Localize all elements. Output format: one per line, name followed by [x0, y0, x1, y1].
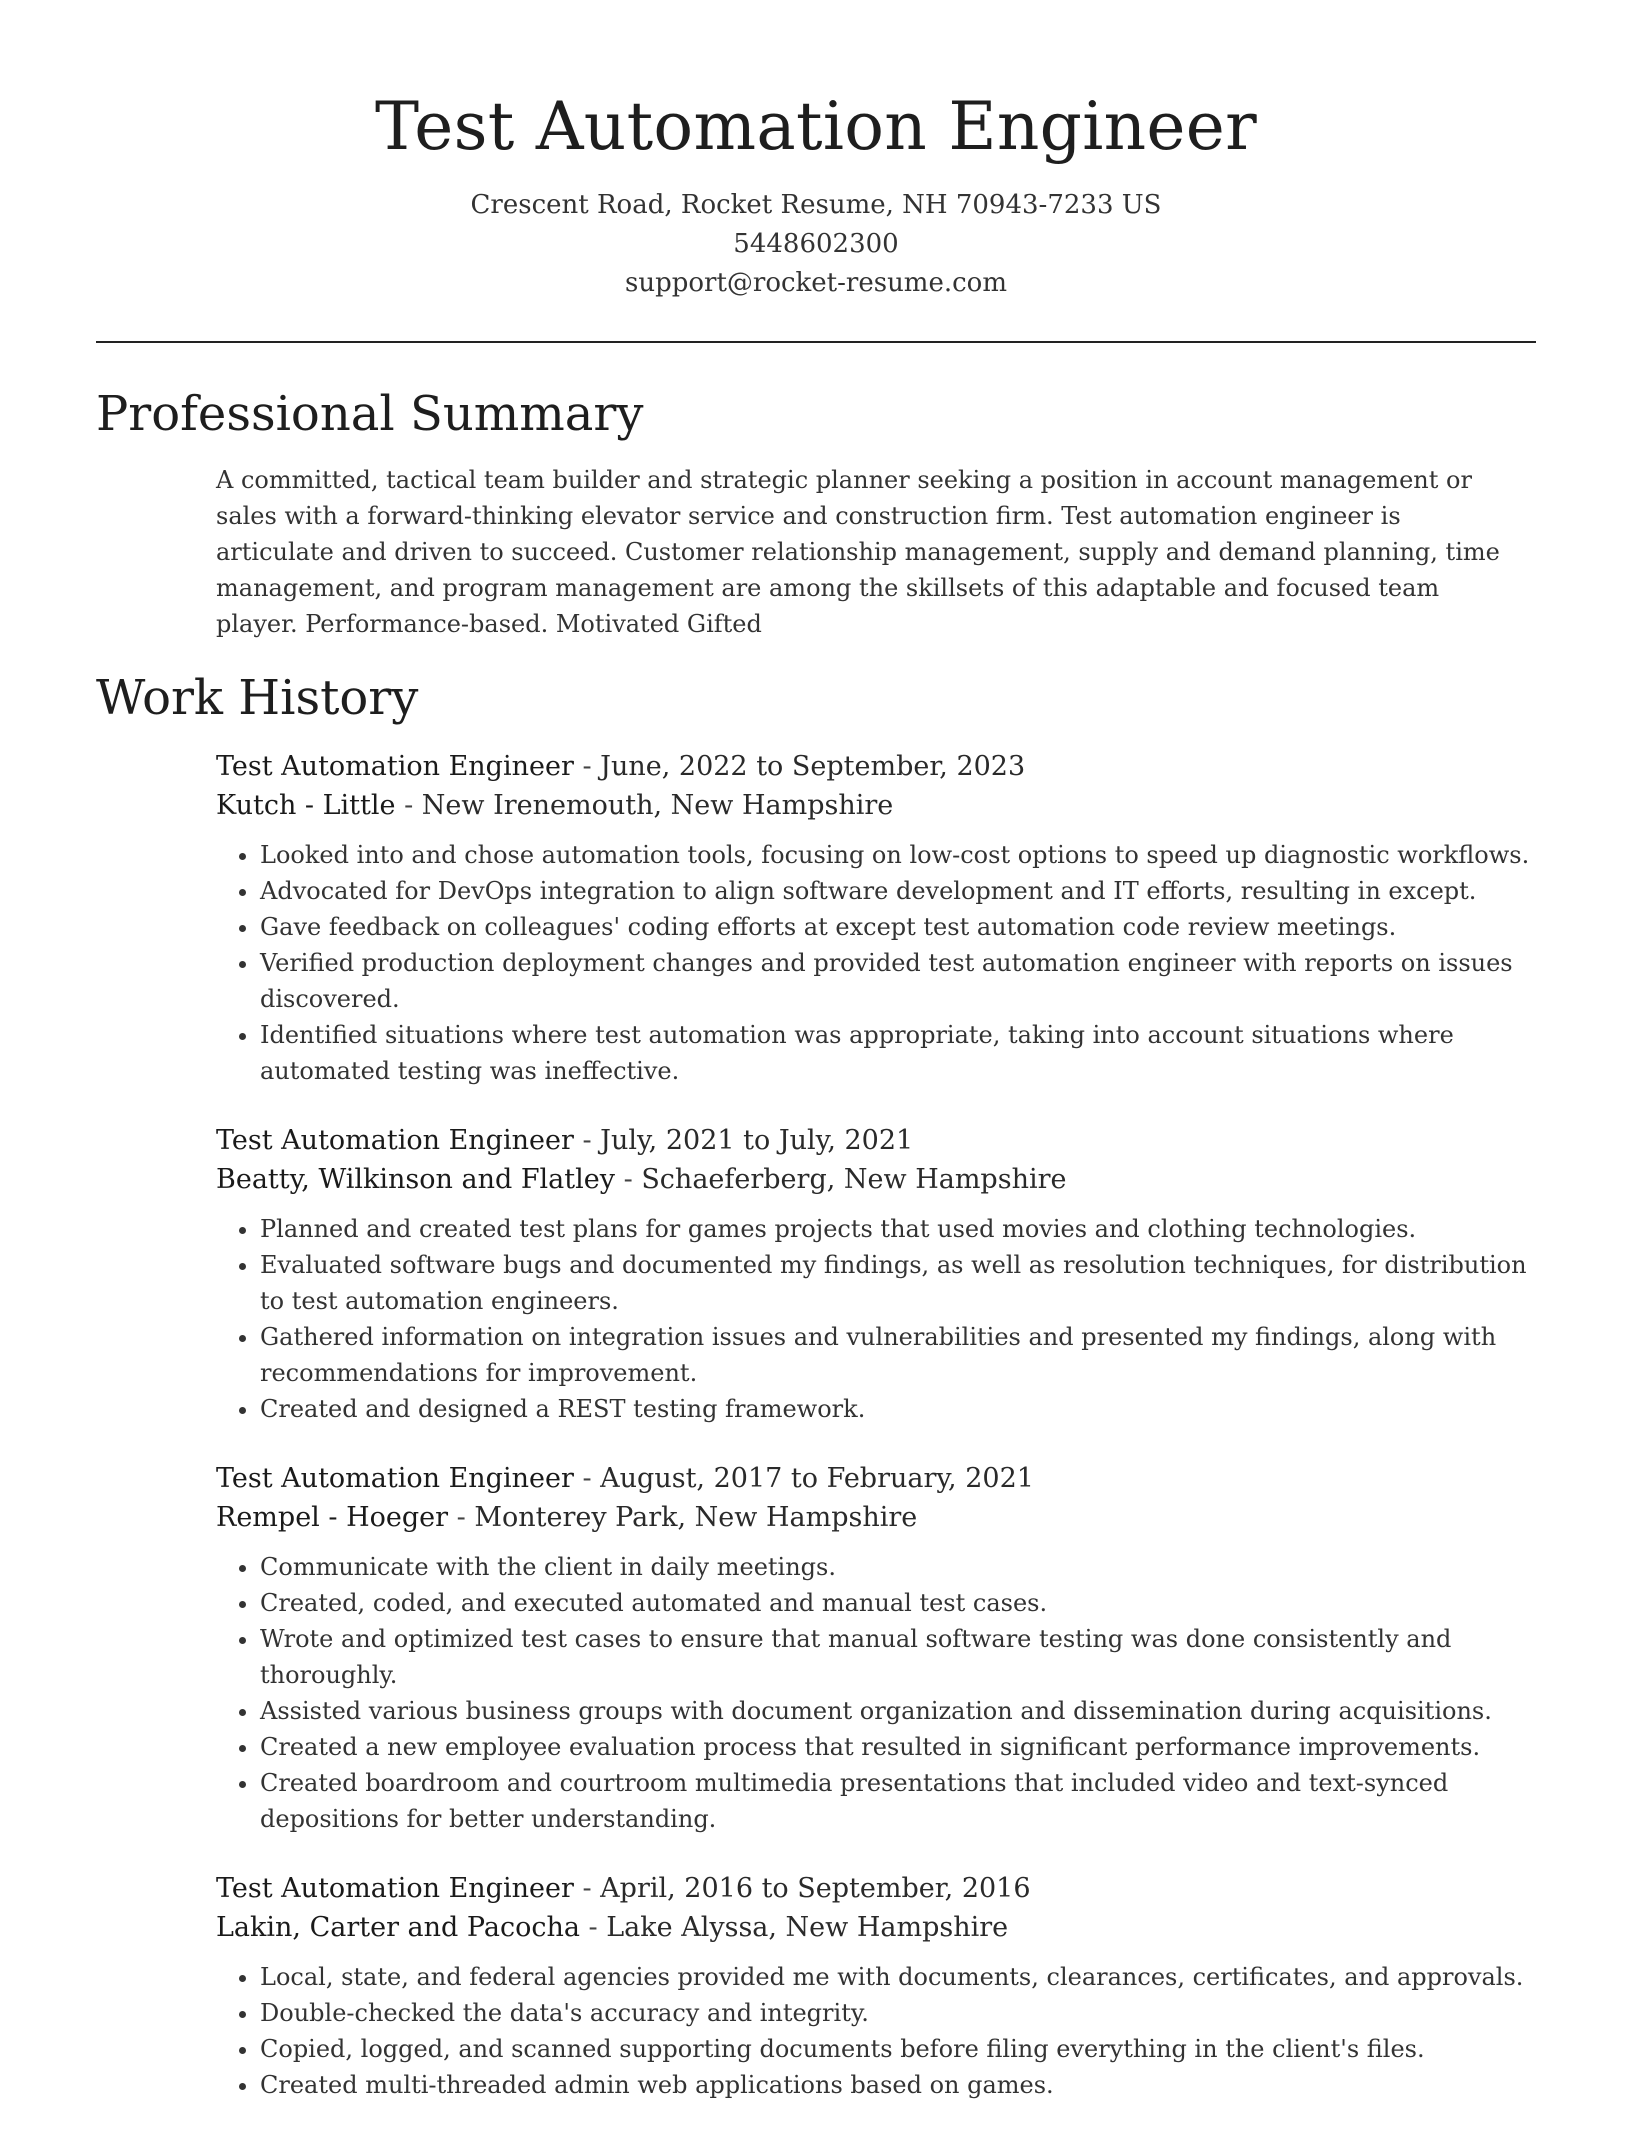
professional-summary-heading: Professional Summary [96, 386, 644, 442]
job-bullets [216, 837, 1536, 1089]
job-company: Beatty, Wilkinson and Flatley [216, 1164, 616, 1195]
job-title: Test Automation Engineer [216, 1463, 574, 1494]
job-bullet: • Created multi-threaded admin web applications based on games. [260, 2067, 1536, 2103]
job-title-line [216, 747, 1536, 786]
job-location: Lake Alyssa, New Hampshire [606, 1912, 1009, 1943]
work-history-list [216, 747, 1536, 2135]
job-location: Schaeferberg, New Hampshire [641, 1164, 1067, 1195]
separator: - [573, 1125, 601, 1156]
job-bullet: • Created a new employee evaluation process that resulted in significant performance improvements. [260, 1729, 1536, 1765]
phone-text: 5448602300 [733, 229, 899, 259]
job-bullets [216, 1211, 1536, 1427]
separator: - [395, 790, 422, 821]
job-dates: April, 2016 to September, 2016 [600, 1873, 1031, 1904]
job-bullet: • Communicate with the client in daily meetings. [260, 1549, 1536, 1585]
job-dates: July, 2021 to July, 2021 [600, 1125, 914, 1156]
job-company: Lakin, Carter and Pacocha [216, 1912, 580, 1943]
resume-header [96, 82, 1536, 303]
job-company-line [216, 1908, 1536, 1947]
job-title-line [216, 1459, 1536, 1498]
job-bullet: • Double-checked the data's accuracy and integrity. [260, 1995, 1536, 2031]
job-dates: June, 2022 to September, 2023 [600, 751, 1026, 782]
job-company: Kutch - Little [216, 790, 396, 821]
job-location: Monterey Park, New Hampshire [474, 1502, 918, 1533]
job-bullet: • Local, state, and federal agencies provided me with documents, clearances, certificates, and approvals. [260, 1959, 1536, 1995]
job-location: New Irenemouth, New Hampshire [421, 790, 894, 821]
candidate-name: Test Automation Engineer [375, 88, 1257, 165]
job-entry [216, 1121, 1536, 1427]
job-entry [216, 747, 1536, 1089]
job-bullet: • Gathered information on integration issues and vulnerabilities and presented my findings, along with recommendations for improvement. [260, 1319, 1536, 1391]
address-text: Crescent Road, Rocket Resume, NH 70943-7233 US [470, 190, 1162, 220]
job-bullet: • Advocated for DevOps integration to align software development and IT efforts, resulting in except. [260, 873, 1536, 909]
job-company-line [216, 1498, 1536, 1537]
contact-info [96, 186, 1536, 303]
job-dates: August, 2017 to February, 2021 [600, 1463, 1034, 1494]
job-bullet: • Copied, logged, and scanned supporting documents before filing everything in the client's files. [260, 2031, 1536, 2067]
job-title: Test Automation Engineer [216, 751, 574, 782]
separator: - [573, 751, 601, 782]
job-title-line [216, 1121, 1536, 1160]
job-title: Test Automation Engineer [216, 1873, 574, 1904]
job-title-line [216, 1869, 1536, 1908]
email-text: support@rocket-resume.com [624, 268, 1007, 298]
job-bullet: • Evaluated software bugs and documented my findings, as well as resolution techniques, for distribution to test automation engineers. [260, 1247, 1536, 1319]
job-bullet: • Identified situations where test automation was appropriate, taking into account situations where automated testing was ineffective. [260, 1017, 1536, 1089]
separator: - [448, 1502, 475, 1533]
job-company: Rempel - Hoeger [216, 1502, 449, 1533]
job-bullets [216, 1549, 1536, 1837]
separator: - [573, 1463, 601, 1494]
professional-summary-text: A committed, tactical team builder and strategic planner seeking a position in account management or sales with a forward-thinking elevator service and construction firm. Test automation engineer is articulate and driven to succeed. Customer relationship management, supply and demand planning, time management, and program management are among the skillsets of this adaptable and focused team player. Performance-based. Motivated Gifted [216, 466, 1500, 638]
job-title: Test Automation Engineer [216, 1125, 574, 1156]
job-bullet: • Planned and created test plans for games projects that used movies and clothing technologies. [260, 1211, 1536, 1247]
separator: - [573, 1873, 601, 1904]
header-divider [96, 341, 1536, 343]
job-bullets [216, 1959, 1536, 2103]
job-bullet: • Wrote and optimized test cases to ensure that manual software testing was done consistently and thoroughly. [260, 1621, 1536, 1693]
job-bullet: • Assisted various business groups with document organization and dissemination during acquisitions. [260, 1693, 1536, 1729]
job-bullet: • Verified production deployment changes and provided test automation engineer with reports on issues discovered. [260, 945, 1536, 1017]
job-company-line [216, 786, 1536, 825]
separator: - [579, 1912, 607, 1943]
job-company-line [216, 1160, 1536, 1199]
job-bullet: • Created, coded, and executed automated and manual test cases. [260, 1585, 1536, 1621]
separator: - [615, 1164, 642, 1195]
job-bullet: • Gave feedback on colleagues' coding efforts at except test automation code review meetings. [260, 909, 1536, 945]
job-entry [216, 1459, 1536, 1837]
job-bullet: • Created boardroom and courtroom multimedia presentations that included video and text-synced depositions for better understanding. [260, 1765, 1536, 1837]
work-history-heading: Work History [96, 670, 419, 726]
job-bullet: • Looked into and chose automation tools, focusing on low-cost options to speed up diagnostic workflows. [260, 837, 1536, 873]
job-bullet: • Created and designed a REST testing framework. [260, 1391, 1536, 1427]
job-entry [216, 1869, 1536, 2103]
